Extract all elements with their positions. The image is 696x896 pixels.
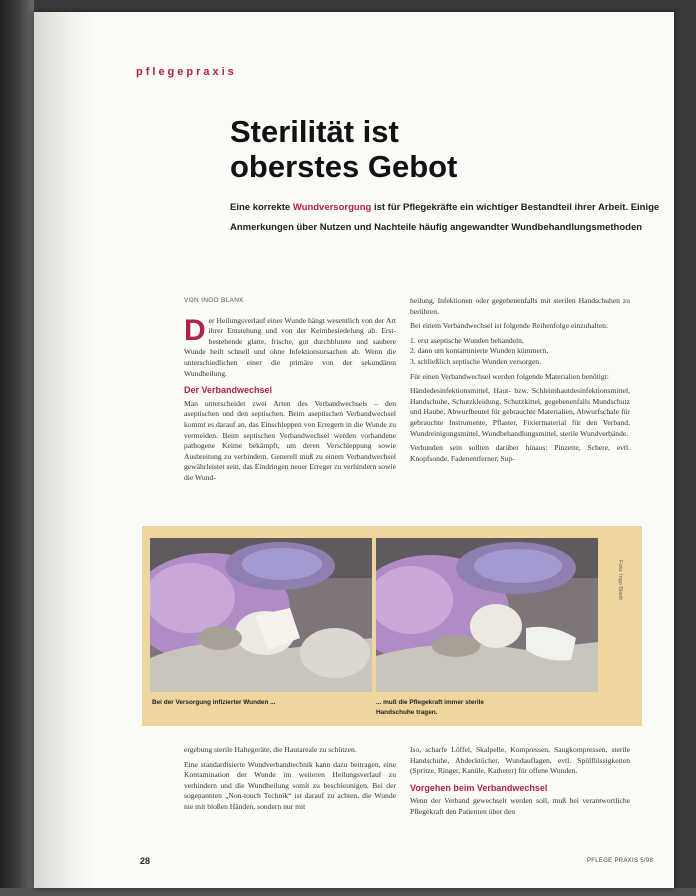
order-list-item: 3. schließlich septische Wunden versorgen. bbox=[410, 356, 542, 366]
article-lead bbox=[230, 198, 660, 238]
page-number: 28 bbox=[140, 856, 151, 866]
scan-edge bbox=[0, 0, 34, 896]
page-fold-shadow bbox=[34, 12, 94, 888]
order-list-item: 1. erst aseptische Wunden behandeln, bbox=[410, 335, 524, 345]
paragraph: Wenn der Verband gewechselt werden soll, muß bei verantwortliche Pflegekraft den Patienten über den bbox=[410, 796, 630, 816]
paragraph: Iso, scharfe Löffel, Skalpelle, Kompressen, Saugkompressen, sterile Handschuhe, Abdecktücher, Wundauflagen, evtl. Spülflüssigkeiten (Spritze, Ringer, Kanüle, Katheter) für offene Wunden. bbox=[410, 745, 630, 776]
lead-part-1: Eine korrekte bbox=[230, 202, 293, 213]
title-line-1: Sterilität ist bbox=[230, 114, 399, 149]
intro-paragraph bbox=[184, 313, 396, 380]
lead-part-2: ist für Pflegekräfte ein wichtiger Bestandteil ihrer Arbeit. Einige Anmerkungen über Nutzen und Nachteile häufig angewandter Wundbehandlungsmethoden bbox=[230, 202, 660, 233]
paragraph: heilung, Infektionen oder gegebenenfalls mit sterilen Handschuhen zu berühren. bbox=[410, 296, 630, 316]
section-rubric: pflegepraxis bbox=[136, 66, 237, 78]
scan-edge-bottom bbox=[0, 888, 696, 896]
title-line-2: oberstes Gebot bbox=[230, 149, 458, 184]
order-list-item: 2. dann um kontaminierte Wunden kümmern, bbox=[410, 346, 549, 356]
subhead-verbandwechsel: Der Verbandwechsel bbox=[184, 385, 273, 396]
paragraph: Man unterscheidet zwei Arten des Verbandwechsels – den aseptischen und den septischen. Beim aseptischen Verbandwechsel kommt es darauf an, das Einschleppen von Erregern in die Wunde zu vermeiden. Beim septischen Verbandwechsel werden vorhandene pathogene Keime bekämpft, um deren Verschleppung sowie Ausbreitung zu verhindern. Generell muß zu einem Verbandwechsel gewährleistet sein, das Eindringen neuer Erreger zu verhindern sowie die Wund- bbox=[184, 398, 396, 482]
text-column-1 bbox=[184, 296, 396, 488]
wound-care-photo-2 bbox=[376, 538, 598, 692]
photo-caption-1: Bei der Versorgung infizierter Wunden ... bbox=[152, 699, 276, 706]
drop-cap: D bbox=[184, 313, 206, 347]
intro-text: er Heilungsverlauf einer Wunde hängt wesentlich von der Art ihrer Entstehung und von der Keimbesiedelung ab. Erst-bestehende glatte, frische, gut durchblutete und saubere Wunde heilt schnell und ohne Infektionsursachen ab. Wenn die unterschiedlichen einer die primäre von der sekundären Wundheilung. bbox=[184, 315, 396, 378]
article-title bbox=[230, 114, 590, 184]
photo-2-illustration bbox=[376, 538, 598, 692]
text-column-3 bbox=[184, 745, 396, 817]
paragraph: Verbunden sein sollten darüber hinaus: Pinzette, Schere, evtl. Knopfsonde, Fadenentferner, Sup- bbox=[410, 443, 630, 463]
text-column-4 bbox=[410, 745, 630, 822]
subhead-vorgehen: Vorgehen beim Verbandwechsel bbox=[410, 782, 548, 793]
magazine-issue: PFLEGE PRAXIS 5/98 bbox=[587, 858, 654, 864]
wound-care-photo-1 bbox=[150, 538, 372, 692]
paragraph: Händedesinfektionsmittel, Haut- bzw. Schleimhautdesinfektionsmittel, Handschuhe, Schutzkleidung, Schutzkittel, gegebenenfalls Mundschutz und Haube, Abwurfbeutel für gebrauchte Materialien, Abwurfschale für gebrauchte Instrumente, Pflaster, Fixiermaterial für den Verband, Wundreinigungsmittel, Wundbehandlungsmittel, sterile Wundverbände. bbox=[410, 386, 630, 438]
magazine-page bbox=[34, 12, 674, 888]
photo-1-illustration bbox=[150, 538, 372, 692]
photo-caption-2: ... muß die Pflegekraft immer sterile Handschuhe tragen. bbox=[376, 699, 484, 716]
photo-credit: Foto: Ingo Blank bbox=[617, 560, 623, 601]
paragraph: Eine standardisierte Wundverbandtechnik kann dazu beitragen, eine Kontamination der Wunde im weiteren Heilungsverlauf zu verhindern und die Wundheilung somit zu beschleunigen. Bei der sogenannten „Non-touch Technik“ ist darauf zu achten, die Wunde nie mit bloßen Händen, sondern nur mit bbox=[184, 759, 396, 811]
paragraph: ergebung sterile Haltegeräte, die Hautareale zu schützen. bbox=[184, 745, 357, 754]
byline: VON INGO BLANK bbox=[184, 297, 244, 304]
photo-box bbox=[142, 526, 642, 726]
text-column-2 bbox=[410, 296, 630, 468]
lead-highlight: Wundversorgung bbox=[292, 202, 372, 213]
paragraph: Für einen Verbandwechsel werden folgende Materialien benötigt: bbox=[410, 371, 609, 381]
paragraph: Bei einem Verbandwechsel ist folgende Reihenfolge einzuhalten: bbox=[410, 321, 609, 331]
